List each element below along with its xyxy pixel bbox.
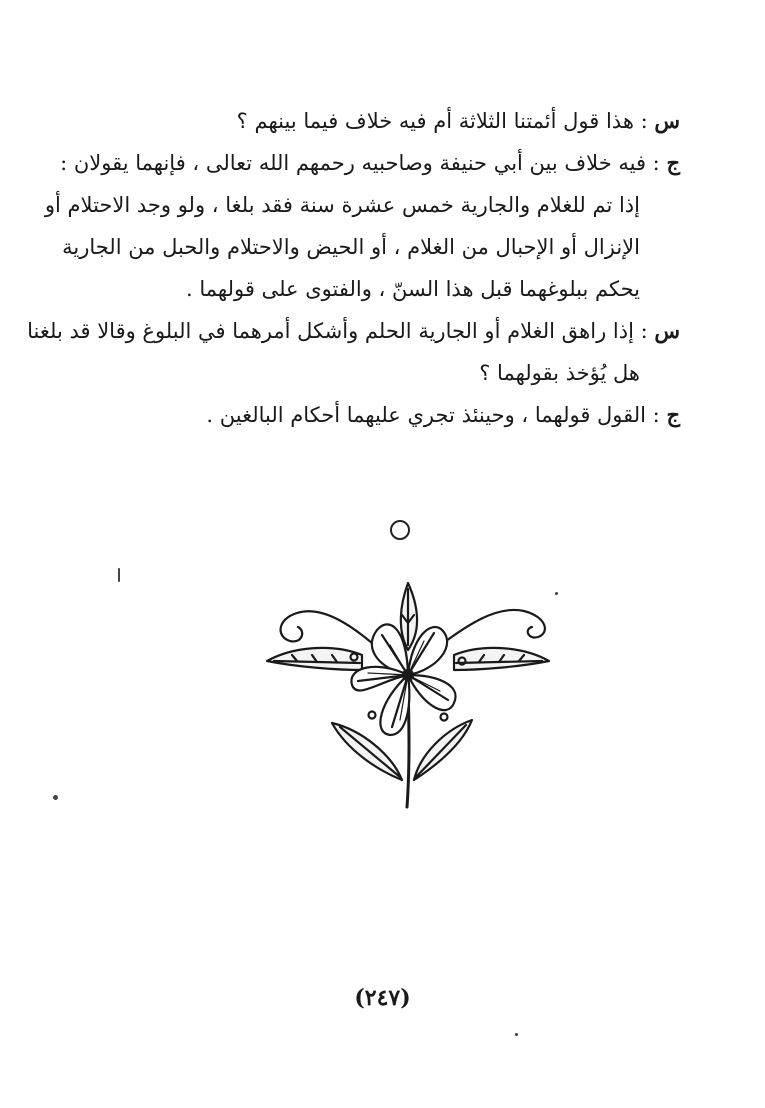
scan-speck — [515, 1033, 518, 1036]
answer-marker: ج — [666, 150, 680, 175]
question-2 — [27, 310, 680, 394]
question-marker: س — [654, 318, 680, 343]
scan-speck — [118, 568, 120, 582]
question-text: : إذا راهق الغلام أو الجارية الحلم وأشكل أمرهما في البلوغ وقالا قد بلغنا — [27, 319, 648, 343]
flower-ornament — [262, 575, 554, 810]
answer-text: : فيه خلاف بين أبي حنيفة وصاحبيه رحمهم الله تعالى ، فإنهما يقولان : — [60, 151, 660, 175]
answer-line: إذا تم للغلام والجارية خمس عشرة سنة فقد بلغا ، ولو وجد الاحتلام أو — [44, 193, 640, 217]
question-1 — [95, 100, 680, 142]
question-text: : هذا قول أئمتنا الثلاثة أم فيه خلاف فيما بينهم ؟ — [236, 109, 648, 133]
question-marker: س — [654, 108, 680, 133]
answer-line: يحكم ببلوغهما قبل هذا السنّ ، والفتوى على قولهما . — [186, 277, 640, 301]
scan-speck — [53, 795, 58, 800]
answer-1 — [44, 142, 680, 310]
question-line: هل يُؤخذ بقولهما ؟ — [479, 361, 640, 385]
scan-speck — [555, 592, 558, 595]
answer-line: الإنزال أو الإحبال من الغلام ، أو الحيض والاحتلام والحبل من الجارية — [62, 235, 640, 259]
answer-2 — [95, 394, 680, 436]
answer-marker: ج — [666, 402, 680, 427]
answer-text: : القول قولهما ، وحينئذ تجري عليهما أحكام البالغين . — [206, 403, 660, 427]
circle-ornament — [390, 520, 410, 540]
page-number: (٢٤٧) — [354, 985, 411, 1011]
qa-text-block — [27, 100, 680, 436]
